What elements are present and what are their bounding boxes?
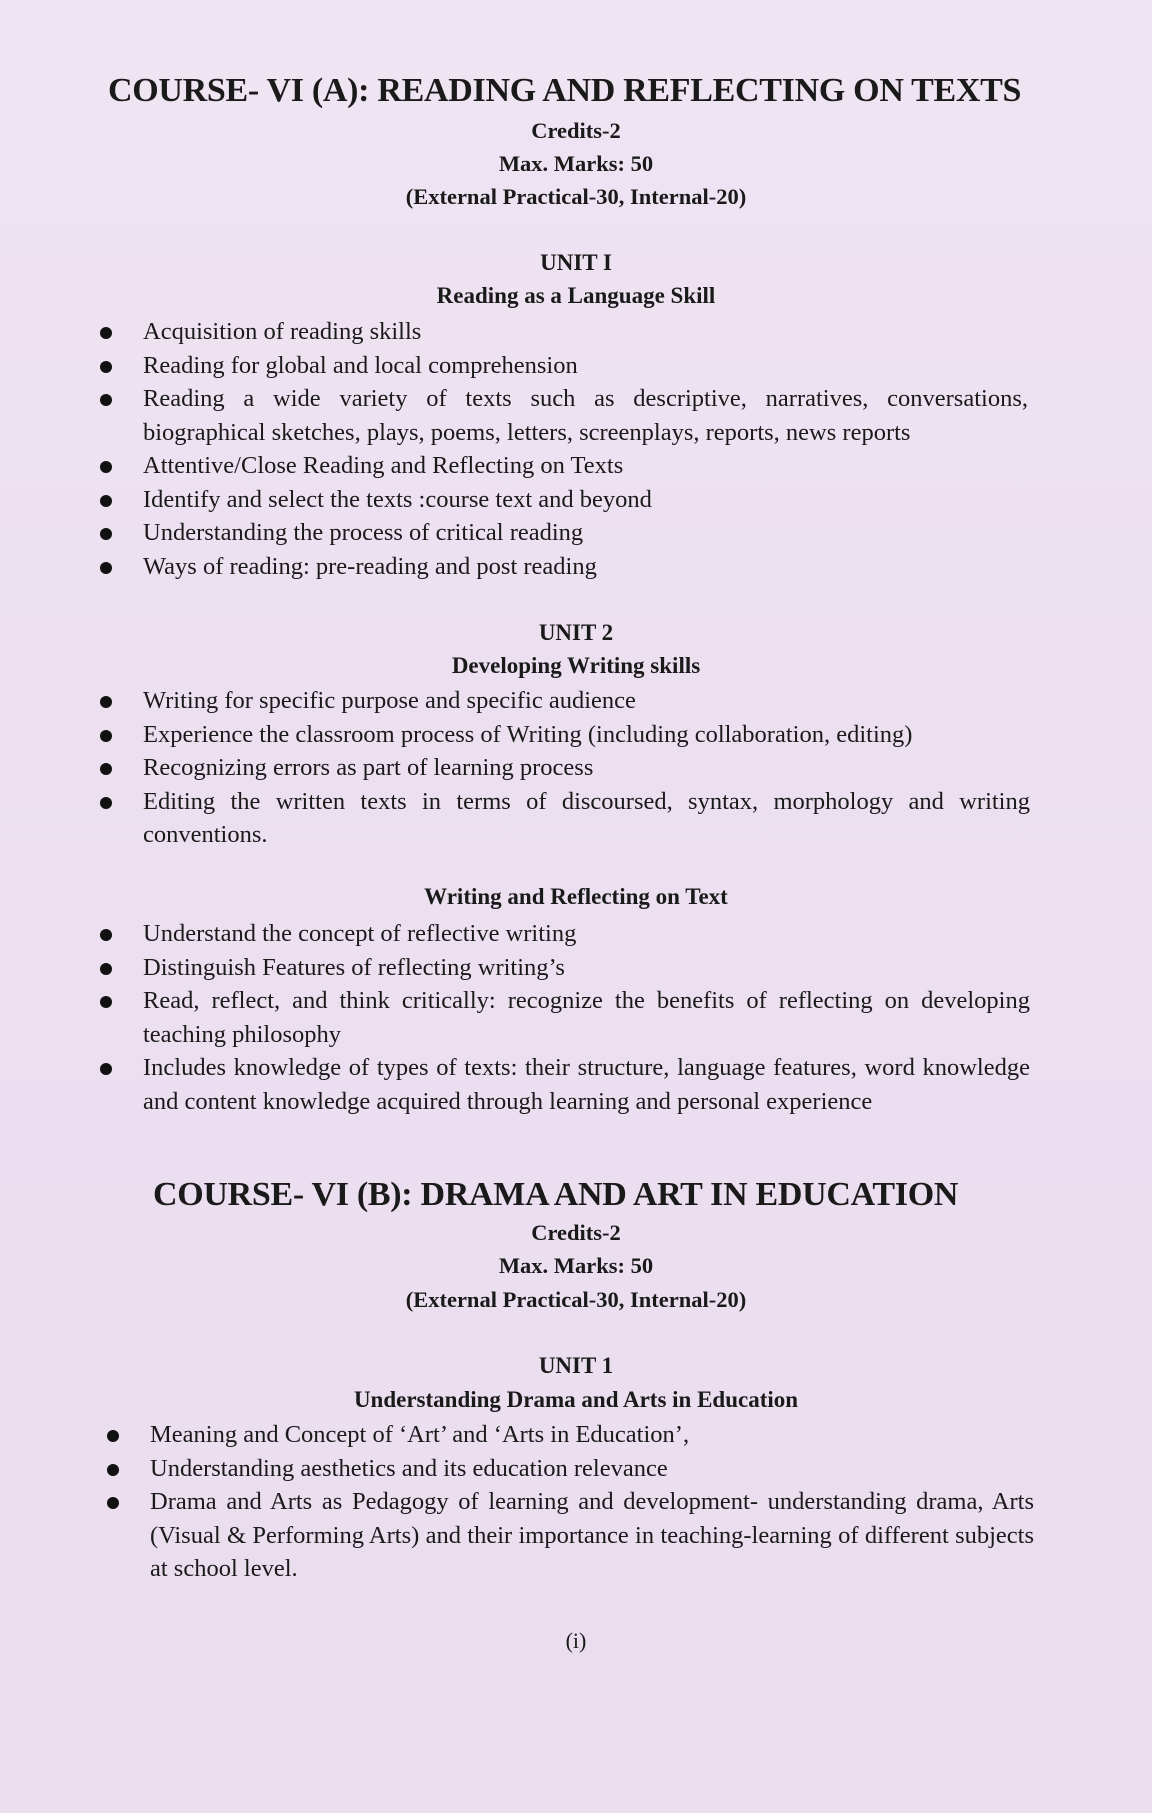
bullet-icon [107,1430,119,1442]
course-b-unit1-heading: UNIT 1 [538,1353,614,1378]
course-a-unit1-heading: UNIT I [540,250,612,275]
course-a-unit2-heading: UNIT 2 [538,620,614,645]
bullet-icon [107,1464,119,1476]
list-item: Writing for specific purpose and specific audience [98,684,1030,718]
bullet-icon [100,394,112,406]
course-a-credits: Credits-2 [531,118,621,143]
list-item: Reading a wide variety of texts such as descriptive, narratives, conversations, biographical sketches, plays, poems, letters, screenplays, reports, news reports [98,382,1028,449]
bullet-icon [100,963,112,975]
course-a-unit2-list [98,684,1030,852]
course-a-marks-split: (External Practical-30, Internal-20) [405,184,747,209]
bullet-icon [100,1063,112,1075]
course-b-unit1-list [105,1418,1034,1586]
course-a-unit1-subheading: Reading as a Language Skill [436,283,716,308]
list-item: Reading for global and local comprehension [98,349,1028,383]
bullet-icon [100,528,112,540]
bullet-icon [107,1497,119,1509]
course-a-unit1-list [98,315,1028,583]
bullet-icon [100,996,112,1008]
bullet-icon [100,797,112,809]
bullet-icon [100,461,112,473]
bullet-icon [100,495,112,507]
course-b-credits: Credits-2 [531,1220,621,1245]
list-item: Ways of reading: pre-reading and post reading [98,550,1028,584]
list-item: Understand the concept of reflective writing [98,917,1030,951]
course-b-title: COURSE- VI (B): DRAMA AND ART IN EDUCATION [153,1176,959,1213]
course-a-title: COURSE- VI (A): READING AND REFLECTING ON TEXTS [108,72,1022,109]
list-item: Drama and Arts as Pedagogy of learning and development- understanding drama, Arts (Visual & Performing Arts) and their importance in teaching-learning of different subjects at school level. [105,1485,1034,1586]
course-a-unit2-subheading: Developing Writing skills [451,653,701,678]
bullet-icon [100,327,112,339]
list-item: Experience the classroom process of Writing (including collaboration, editing) [98,718,1030,752]
list-item: Acquisition of reading skills [98,315,1028,349]
bullet-icon [100,929,112,941]
bullet-icon [100,696,112,708]
list-item: Understanding the process of critical reading [98,516,1028,550]
list-item: Recognizing errors as part of learning process [98,751,1030,785]
list-item: Editing the written texts in terms of discoursed, syntax, morphology and writing conventions. [98,785,1030,852]
course-b-max-marks: Max. Marks: 50 [498,1253,654,1278]
list-item: Attentive/Close Reading and Reflecting on Texts [98,449,1028,483]
course-b-marks-split: (External Practical-30, Internal-20) [405,1287,747,1312]
course-b-unit1-subheading: Understanding Drama and Arts in Education [353,1387,799,1412]
page-number: (i) [565,1628,587,1653]
bullet-icon [100,361,112,373]
list-item: Meaning and Concept of ‘Art’ and ‘Arts in Education’, [105,1418,1034,1452]
list-item: Distinguish Features of reflecting writing’s [98,951,1030,985]
bullet-icon [100,562,112,574]
list-item: Understanding aesthetics and its education relevance [105,1452,1034,1486]
course-a-reflecting-subheading: Writing and Reflecting on Text [424,884,728,909]
course-a-reflecting-list [98,917,1030,1118]
list-item: Read, reflect, and think critically: recognize the benefits of reflecting on developing teaching philosophy [98,984,1030,1051]
list-item: Identify and select the texts :course text and beyond [98,483,1028,517]
course-a-max-marks: Max. Marks: 50 [498,151,654,176]
list-item: Includes knowledge of types of texts: their structure, language features, word knowledge and content knowledge acquired through learning and personal experience [98,1051,1030,1118]
bullet-icon [100,730,112,742]
bullet-icon [100,763,112,775]
